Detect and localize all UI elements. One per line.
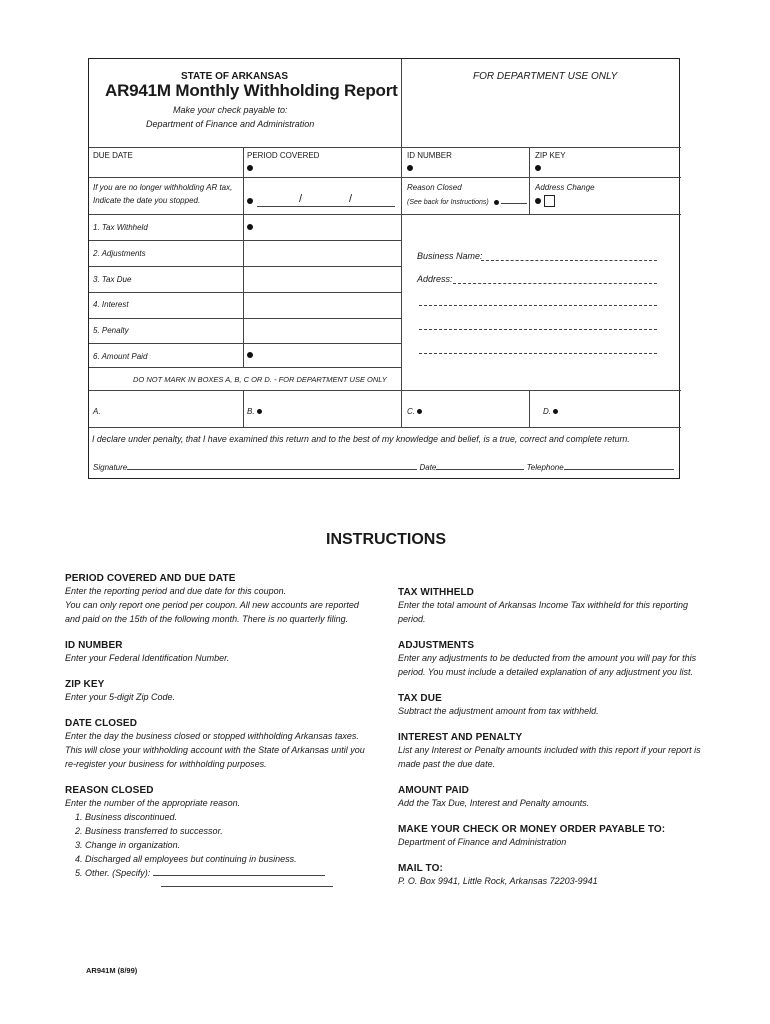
declaration-text: I declare under penalty, that I have examined this return and to the best of my knowledge and belief, is a true, correct and complete return.	[92, 434, 630, 444]
due-date-label: DUE DATE	[93, 151, 133, 160]
withholding-form	[88, 58, 680, 479]
period-covered-marker[interactable]	[247, 165, 253, 171]
line-penalty: 5. Penalty	[93, 326, 129, 335]
instruction-tax-due	[398, 693, 708, 718]
instructions-title: INSTRUCTIONS	[326, 531, 446, 548]
box-c-label: C.	[407, 407, 415, 416]
line-interest: 4. Interest	[93, 300, 129, 309]
reason-closed-marker[interactable]	[494, 200, 499, 205]
dept-notice: DO NOT MARK IN BOXES A, B, C OR D. - FOR DEPARTMENT USE ONLY	[133, 375, 387, 384]
box-d-marker	[553, 409, 558, 414]
reason-closed-field[interactable]	[501, 196, 527, 204]
instruction-line: Subtract the adjustment amount from tax withheld.	[398, 706, 599, 716]
row-line	[89, 240, 401, 241]
business-name-label: Business Name:	[417, 251, 483, 261]
instruction-heading: REASON CLOSED	[65, 785, 154, 796]
instruction-heading: MAIL TO:	[398, 863, 443, 874]
instruction-zip-key	[65, 679, 385, 704]
tax-withheld-marker[interactable]	[247, 224, 253, 230]
address-field-4[interactable]	[419, 353, 657, 354]
date-stopped-field[interactable]	[257, 196, 395, 207]
divider-dept	[89, 390, 681, 391]
divider-header	[89, 147, 681, 148]
instruction-line: re-register your business for withholding purposes.	[65, 759, 267, 769]
line-amount-paid: 6. Amount Paid	[93, 352, 148, 361]
stopped-line1: If you are no longer withholding AR tax,	[93, 183, 233, 192]
business-name-field[interactable]	[481, 260, 657, 261]
signature-field[interactable]	[127, 461, 417, 470]
instruction-payable-to	[398, 824, 708, 849]
instruction-tax-withheld	[398, 587, 708, 626]
box-b	[247, 407, 262, 416]
payable-line1: Make your check payable to:	[173, 105, 288, 115]
instruction-heading: AMOUNT PAID	[398, 785, 469, 796]
reason-closed-note	[407, 196, 527, 206]
instruction-amount-paid	[398, 785, 708, 810]
address-field-1[interactable]	[453, 283, 657, 284]
dept-use-label: FOR DEPARTMENT USE ONLY	[473, 71, 618, 82]
divider-col-amount	[243, 214, 244, 367]
reason-other-row	[65, 866, 385, 880]
address-field-2[interactable]	[419, 305, 657, 306]
divider-col-period	[243, 147, 244, 214]
instruction-adjustments	[398, 640, 708, 679]
instructions-right-column	[398, 587, 708, 888]
instruction-line: Enter the day the business closed or stopped withholding Arkansas taxes.	[65, 731, 359, 741]
instruction-heading: INTEREST AND PENALTY	[398, 732, 523, 743]
amount-paid-marker[interactable]	[247, 352, 253, 358]
instruction-line: This will close your withholding account with the State of Arkansas until you	[65, 745, 365, 755]
row-line	[89, 266, 401, 267]
date-separator: /	[349, 193, 353, 205]
address-change-marker	[535, 198, 541, 204]
reason-item: 3. Change in organization.	[75, 840, 181, 850]
box-d-label: D.	[543, 407, 551, 416]
instruction-heading: DATE CLOSED	[65, 718, 138, 729]
instruction-line: Enter your 5-digit Zip Code.	[65, 692, 176, 702]
reason-other-field-2[interactable]	[161, 886, 333, 887]
state-label: STATE OF ARKANSAS	[181, 71, 289, 82]
instruction-line: period. You must include a detailed explanation of any adjustment you list.	[398, 667, 694, 677]
period-covered-label: PERIOD COVERED	[247, 151, 320, 160]
instruction-heading: ZIP KEY	[65, 679, 105, 690]
zip-key-label: ZIP KEY	[535, 151, 566, 160]
zip-key-marker[interactable]	[535, 165, 541, 171]
line-tax-due: 3. Tax Due	[93, 275, 132, 284]
date-separator: /	[299, 193, 303, 205]
instruction-date-closed	[65, 718, 385, 771]
instruction-line: Enter the reporting period and due date for this coupon.	[65, 586, 287, 596]
address-label: Address:	[417, 274, 453, 284]
instruction-mail-to	[398, 863, 708, 888]
box-c	[407, 407, 422, 416]
reason-closed-label: Reason Closed	[407, 183, 462, 192]
instruction-line: Enter your Federal Identification Number.	[65, 653, 230, 663]
instruction-line: Enter the number of the appropriate reason.	[65, 798, 241, 808]
row-line	[89, 343, 401, 344]
instruction-line: You can only report one period per coupon. All new accounts are reported	[65, 600, 359, 610]
signature-row	[93, 461, 674, 472]
instruction-heading: TAX WITHHELD	[398, 587, 475, 598]
address-change-label: Address Change	[535, 183, 595, 192]
divider-declaration	[89, 427, 681, 428]
box-a-label: A.	[93, 407, 101, 416]
reason-note-text: (See back for Instructions)	[407, 199, 489, 206]
reason-other-field[interactable]	[153, 867, 325, 876]
address-change-checkbox[interactable]	[544, 195, 555, 207]
reason-item: 4. Discharged all employees but continuing in business.	[75, 854, 297, 864]
instruction-line: List any Interest or Penalty amounts included with this report if your report is	[398, 745, 701, 755]
instruction-line: Enter the total amount of Arkansas Income Tax withheld for this reporting	[398, 600, 688, 610]
instruction-line: period.	[398, 614, 426, 624]
form-code: AR941M (8/99)	[86, 966, 138, 975]
box-d	[543, 407, 558, 416]
reason-item: 2. Business transferred to successor.	[75, 826, 223, 836]
instruction-line: Add the Tax Due, Interest and Penalty amounts.	[398, 798, 590, 808]
instruction-heading: TAX DUE	[398, 693, 442, 704]
payable-line2: Department of Finance and Administration	[146, 119, 315, 129]
line-adjustments: 2. Adjustments	[93, 249, 146, 258]
form-title: AR941M Monthly Withholding Report	[105, 81, 398, 100]
id-number-marker[interactable]	[407, 165, 413, 171]
divider-vertical-main	[401, 59, 402, 390]
signature-label: Signature	[93, 463, 128, 472]
telephone-field[interactable]	[564, 461, 674, 470]
reason-item: 1. Business discontinued.	[75, 812, 178, 822]
instruction-line: Department of Finance and Administration	[398, 837, 567, 847]
box-c-marker	[417, 409, 422, 414]
address-field-3[interactable]	[419, 329, 657, 330]
instruction-id-number	[65, 640, 385, 665]
instruction-reason-closed	[65, 785, 385, 887]
divider-row1	[89, 177, 681, 178]
date-label: Date	[419, 463, 437, 472]
instruction-heading: PERIOD COVERED AND DUE DATE	[65, 573, 236, 584]
divider-col-zip	[529, 147, 530, 214]
instruction-line: and paid on the 15th of the following month. There is no quarterly filing.	[65, 614, 349, 624]
instruction-line: made past the due date.	[398, 759, 496, 769]
instructions-left-column	[65, 573, 385, 887]
stopped-line2: Indicate the date you stopped.	[93, 196, 201, 205]
id-number-label: ID NUMBER	[407, 151, 452, 160]
divider-box-c	[401, 390, 402, 427]
date-field[interactable]	[436, 461, 524, 470]
date-stopped-marker[interactable]	[247, 198, 253, 204]
instruction-line: P. O. Box 9941, Little Rock, Arkansas 72203-9941	[398, 876, 598, 886]
instruction-period-covered	[65, 573, 385, 626]
divider-box-b	[243, 390, 244, 427]
row-line	[89, 318, 401, 319]
instruction-line: Enter any adjustments to be deducted from the amount you will pay for this	[398, 653, 697, 663]
reason-item: 5. Other. (Specify):	[75, 868, 151, 878]
instruction-interest-penalty	[398, 732, 708, 771]
box-b-label: B.	[247, 407, 255, 416]
line-tax-withheld: 1. Tax Withheld	[93, 223, 148, 232]
instruction-heading: ADJUSTMENTS	[398, 640, 475, 651]
row-line	[89, 367, 401, 368]
telephone-label: Telephone	[526, 463, 564, 472]
divider-row2	[89, 214, 681, 215]
row-line	[89, 292, 401, 293]
box-b-marker	[257, 409, 262, 414]
instruction-heading: ID NUMBER	[65, 640, 123, 651]
instruction-heading: MAKE YOUR CHECK OR MONEY ORDER PAYABLE TO:	[398, 824, 666, 835]
divider-box-d	[529, 390, 530, 427]
